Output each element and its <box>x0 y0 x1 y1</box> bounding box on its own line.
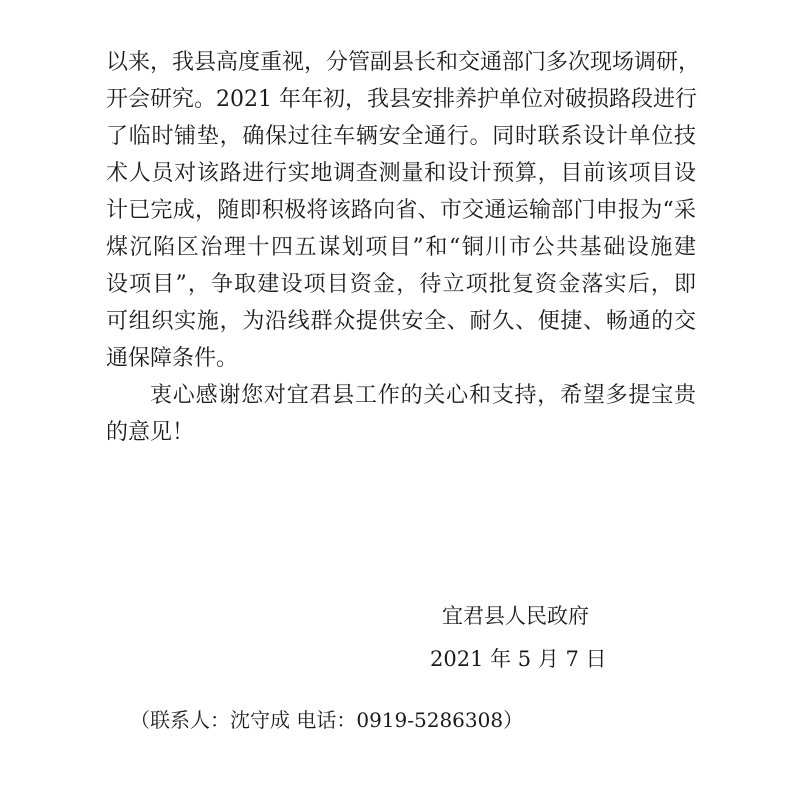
contact-info: （联系人：沈守成 电话：0919-5286308） <box>130 708 524 732</box>
signature-date: 2021 年 5 月 7 日 <box>430 647 607 671</box>
closing-line: 衷心感谢您对宜君县工作的关心和支持，希望多提宝贵 <box>150 383 696 408</box>
body-line: 可组织实施，为沿线群众提供安全、耐久、便捷、畅通的交 <box>106 309 696 334</box>
body-line: 术人员对该路进行实地调查测量和设计预算，目前该项目设 <box>106 161 696 186</box>
body-line: 通保障条件。 <box>106 346 239 371</box>
body-line: 以来，我县高度重视，分管副县长和交通部门多次现场调研， <box>106 50 701 75</box>
body-line: 了临时铺垫，确保过往车辆安全通行。同时联系设计单位技 <box>106 124 696 149</box>
signature-org: 宜君县人民政府 <box>442 604 589 628</box>
signature-block <box>430 598 620 678</box>
letter-body <box>106 44 701 451</box>
body-line: 计已完成，随即积极将该路向省、市交通运输部门申报为“采 <box>106 198 696 223</box>
body-line: 设项目”，争取建设项目资金，待立项批复资金落实后，即 <box>106 272 696 297</box>
body-line: 煤沉陷区治理十四五谋划项目”和“铜川市公共基础设施建 <box>106 235 696 260</box>
closing-line: 的意见！ <box>106 420 195 445</box>
body-line: 开会研究。2021 年年初，我县安排养护单位对破损路段进行 <box>106 87 697 112</box>
